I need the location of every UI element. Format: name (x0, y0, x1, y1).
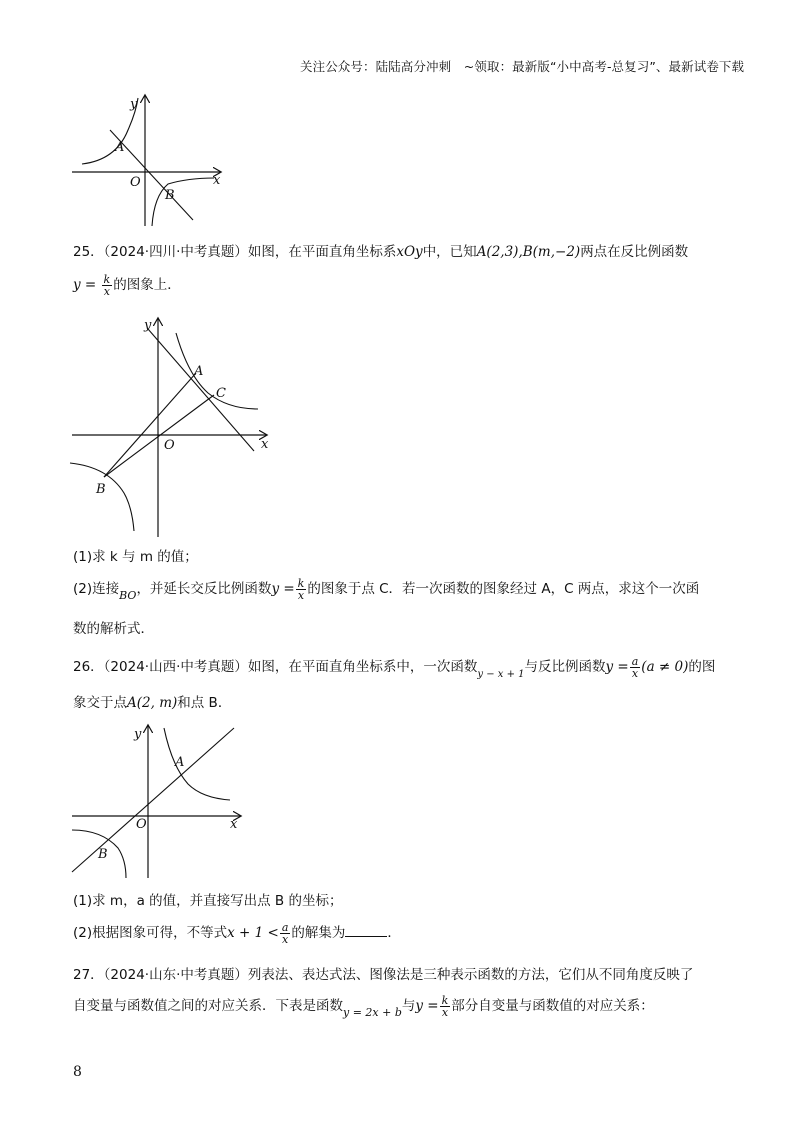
figure-1-graph (68, 92, 228, 228)
q25-part-2-line-1 (73, 577, 699, 601)
label-x: x (230, 817, 238, 832)
line-bc (104, 395, 214, 477)
label-y: y (130, 97, 138, 112)
label-b: B (98, 847, 108, 862)
q25-p2-c: 的图象于点 C．若一次函数的图象经过 A，C 两点，求这个一次函 (307, 581, 700, 597)
page-header: 关注公众号：陆陆高分冲刺 ~领取：最新版“小中高考-总复习”、最新试卷下载 (300, 59, 745, 74)
q25-p2-bo: BO (119, 589, 137, 602)
q27-linear: y = 2x + b (343, 1006, 402, 1019)
q25-eq-lhs: y = (73, 277, 97, 293)
label-x: x (261, 437, 269, 452)
q26-part-1: (1)求 m，a 的值，并直接写出点 B 的坐标； (73, 893, 343, 909)
figure-q25-graph (68, 315, 278, 540)
q26-tail: 的图 (688, 659, 716, 675)
q26-mid: 与反比例函数 (524, 659, 606, 675)
label-b: B (165, 188, 175, 203)
q26-eq-lhs: y = (605, 659, 629, 675)
page-number: 8 (73, 1064, 82, 1080)
q25-fraction: $\frac{k}{x}$ (103, 272, 111, 298)
label-a: A (194, 364, 204, 379)
q25-mid: 中，已知 (422, 244, 477, 260)
q26-cond: (a ≠ 0) (641, 659, 689, 675)
q26-line2-b: 和点 B． (177, 695, 232, 711)
q26-p2-b: 的解集为 (291, 925, 346, 941)
q26-p2-a: (2)根据图象可得，不等式 (73, 925, 228, 941)
label-o: O (136, 817, 147, 832)
q26-line2-a: 象交于点 (73, 695, 127, 711)
q27-line2-a: 自变量与函数值之间的对应关系．下表是函数 (73, 998, 343, 1014)
q27-line2-c: 部分自变量与函数值的对应关系： (451, 998, 654, 1014)
q26-line-2 (73, 691, 231, 711)
q26-part-2 (73, 921, 401, 945)
q25-p2-b: ，并延长交反比例函数 (136, 581, 272, 597)
q26-point: A(2, m) (127, 695, 178, 711)
q25-tail: 两点在反比例函数 (580, 244, 689, 260)
q25-part-1: (1)求 k 与 m 的值； (73, 549, 198, 565)
q26-fraction: $\frac{a}{x}$ (631, 654, 639, 680)
q25-p2-eq: y = (271, 581, 295, 597)
label-x: x (213, 173, 221, 188)
hyperbola-branch-first-quadrant (164, 728, 230, 800)
label-o: O (164, 438, 175, 453)
q25-p2-fraction: $\frac{k}{x}$ (297, 576, 305, 602)
q25-lead: 25．（2024·四川·中考真题）如图，在平面直角坐标系 (73, 244, 397, 260)
q26-p2-fraction: $\frac{a}{x}$ (281, 920, 289, 946)
q26-p2-ineq: x + 1 < (227, 925, 279, 941)
q26-linear: y − x + 1 (477, 669, 525, 680)
answer-blank[interactable] (345, 924, 387, 937)
q25-line-1 (73, 240, 688, 260)
q26-p2-c: ． (387, 925, 401, 941)
label-y: y (134, 727, 142, 742)
line-linear (72, 728, 234, 872)
label-o: O (130, 175, 141, 190)
q27-line-1: 27．（2024·山东·中考真题）列表法、表达式法、图像法是三种表示函数的方法，它们从不同角度反映了 (73, 967, 694, 983)
q27-eq-lhs: y = (415, 998, 439, 1014)
q27-line-2 (73, 994, 654, 1018)
hyperbola-branch-third-quadrant (70, 463, 134, 531)
label-c: C (216, 386, 226, 401)
q26-line-1 (73, 655, 715, 679)
label-b: B (96, 482, 106, 497)
q27-line2-b: 与 (401, 998, 416, 1014)
figure-q26-graph (68, 722, 248, 880)
q26-lead: 26．（2024·山西·中考真题）如图，在平面直角坐标系中，一次函数 (73, 659, 478, 675)
label-a: A (175, 755, 185, 770)
q25-line-2 (73, 273, 181, 297)
line-ba (104, 373, 196, 477)
q27-fraction: $\frac{k}{x}$ (441, 993, 449, 1019)
q25-eq-tail: 的图象上． (113, 277, 181, 293)
q25-part-2-line-2: 数的解析式． (73, 621, 154, 637)
label-y: y (144, 318, 152, 333)
q25-xoy: xOy (396, 244, 423, 260)
label-a: A (115, 140, 125, 155)
q25-p2-a: (2)连接 (73, 581, 120, 597)
q25-points: A(2,3),B(m,−2) (476, 244, 581, 260)
